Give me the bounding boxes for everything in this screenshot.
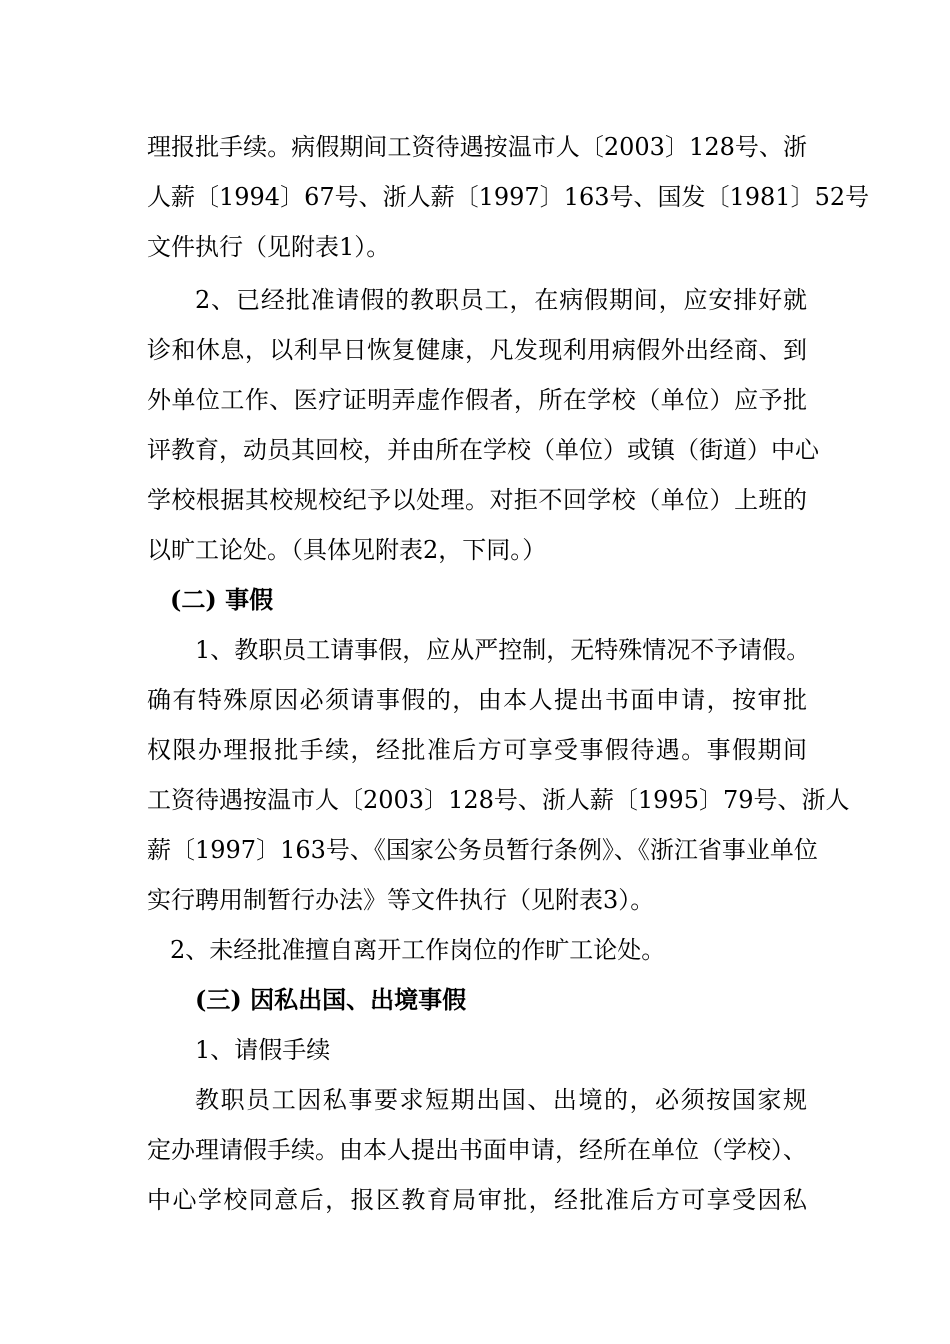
paragraph-line: 权限办理报批手续，经批准后方可享受事假待遇。事假期间 (147, 736, 807, 764)
paragraph-line: 实行聘用制暂行办法》等文件执行（见附表3）。 (147, 886, 655, 914)
paragraph-line: 中心学校同意后，报区教育局审批，经批准后方可享受因私 (147, 1186, 807, 1214)
section-heading: (二) 事假 (170, 585, 274, 614)
paragraph-line: 人薪〔1994〕67号、浙人薪〔1997〕163号、国发〔1981〕52号 (147, 183, 870, 211)
paragraph-line: 外单位工作、医疗证明弄虚作假者，所在学校（单位）应予批 (147, 386, 807, 414)
paragraph-line: 诊和休息，以利早日恢复健康，凡发现利用病假外出经商、到 (147, 336, 807, 364)
section-heading: (三) 因私出国、出境事假 (195, 985, 467, 1014)
paragraph-line: 评教育，动员其回校，并由所在学校（单位）或镇（街道）中心 (147, 436, 819, 464)
paragraph-line: 工资待遇按温市人〔2003〕128号、浙人薪〔1995〕79号、浙人 (147, 786, 850, 814)
paragraph-line: 2、未经批准擅自离开工作岗位的作旷工论处。 (170, 936, 666, 964)
paragraph-line: 确有特殊原因必须请事假的，由本人提出书面申请，按审批 (147, 686, 807, 714)
paragraph-line: 2、已经批准请假的教职员工，在病假期间，应安排好就 (195, 286, 807, 314)
paragraph-line: 定办理请假手续。由本人提出书面申请，经所在单位（学校）、 (147, 1136, 807, 1164)
paragraph-line: 学校根据其校规校纪予以处理。对拒不回学校（单位）上班的 (147, 486, 807, 514)
paragraph-line: 文件执行（见附表1）。 (147, 233, 391, 261)
paragraph-line: 以旷工论处。（具体见附表2，下同。） (147, 536, 547, 564)
paragraph-line: 薪〔1997〕163号、《国家公务员暂行条例》、《浙江省事业单位 (147, 836, 818, 864)
paragraph-line: 1、请假手续 (195, 1036, 331, 1064)
paragraph-line: 1、教职员工请事假，应从严控制，无特殊情况不予请假。 (195, 636, 811, 664)
paragraph-line: 理报批手续。病假期间工资待遇按温市人〔2003〕128号、浙 (147, 133, 807, 161)
paragraph-line: 教职员工因私事要求短期出国、出境的，必须按国家规 (195, 1086, 807, 1114)
